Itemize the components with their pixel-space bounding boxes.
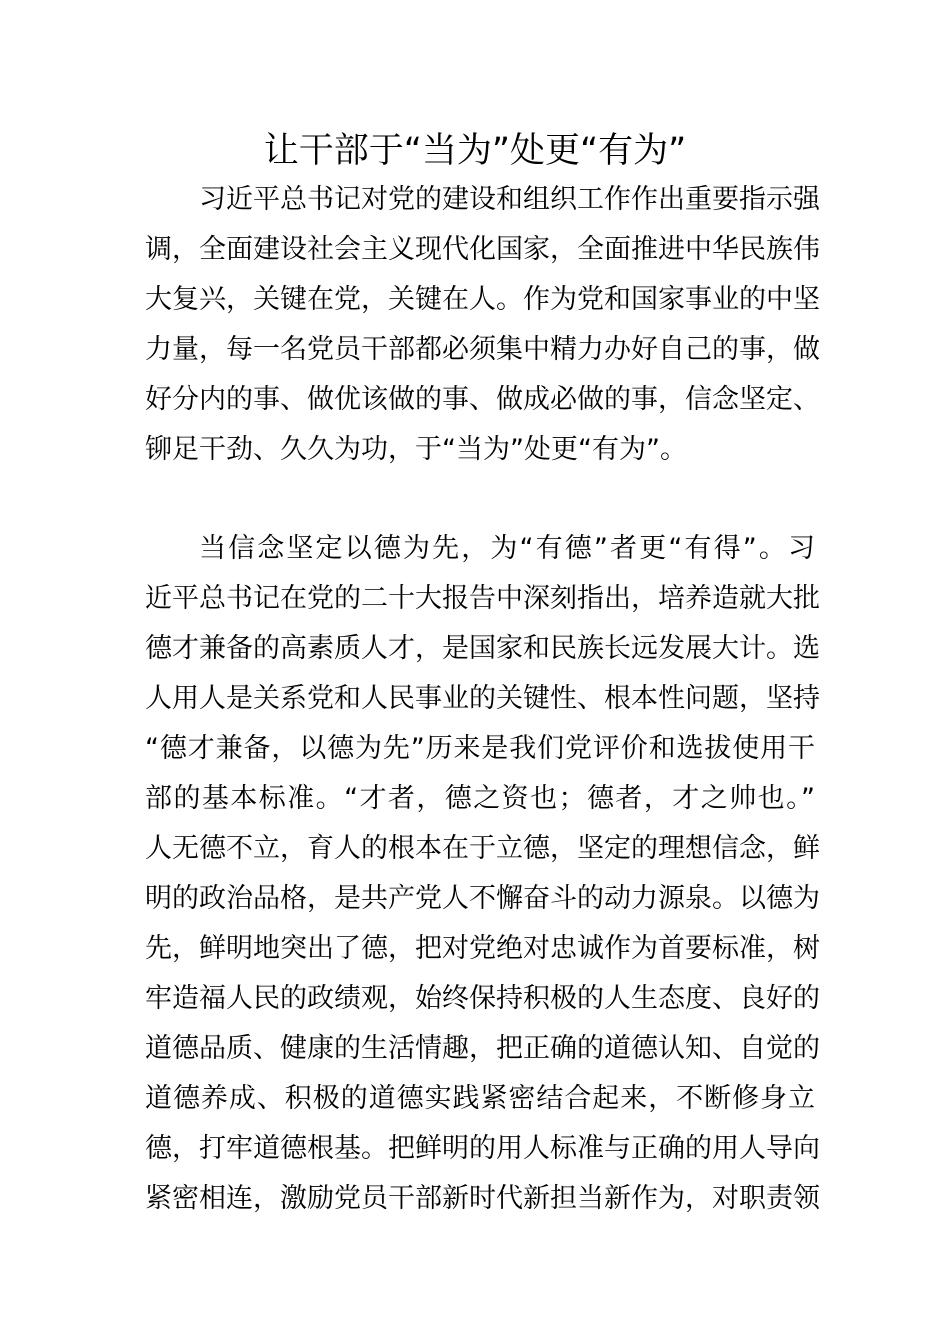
paragraph-2-line-6: 部的基本标准。“才者，德之资也；德者，才之帅也。” (145, 783, 815, 814)
paragraph-2-line-14: 紧密相连，激励党员干部新时代新担当新作为，对职责领 (145, 1183, 820, 1214)
paragraph-2-line-9: 先，鲜明地突出了德，把对党绝对忠诚作为首要标准，树 (145, 933, 820, 964)
document-title: 让干部于“当为”处更“有为” (263, 131, 687, 171)
paragraph-2-line-13: 德，打牢道德根基。把鲜明的用人标准与正确的用人导向 (145, 1133, 820, 1164)
paragraph-2-line-5: “德才兼备，以德为先”历来是我们党评价和选拔使用干 (145, 733, 815, 764)
paragraph-2-line-10: 牢造福人民的政绩观，始终保持积极的人生态度、良好的 (145, 983, 820, 1014)
paragraph-1-line-5: 好分内的事、做优该做的事、做成必做的事，信念坚定、 (145, 384, 820, 415)
paragraph-2-line-7: 人无德不立，育人的根本在于立德，坚定的理想信念，鲜 (145, 833, 820, 864)
paragraph-2-line-2: 近平总书记在党的二十大报告中深刻指出，培养造就大批 (145, 583, 820, 614)
paragraph-1-line-4: 力量，每一名党员干部都必须集中精力办好自己的事，做 (145, 334, 820, 365)
paragraph-2-line-1: 当信念坚定以德为先，为“有德”者更“有得”。习 (199, 533, 815, 564)
paragraph-1-line-2: 调，全面建设社会主义现代化国家，全面推进中华民族伟 (145, 234, 820, 265)
paragraph-2-line-8: 明的政治品格，是共产党人不懈奋斗的动力源泉。以德为 (145, 883, 820, 914)
paragraph-2-line-11: 道德品质、健康的生活情趣，把正确的道德认知、自觉的 (145, 1033, 820, 1064)
paragraph-2-line-3: 德才兼备的高素质人才，是国家和民族长远发展大计。选 (145, 633, 820, 664)
paragraph-1-line-3: 大复兴，关键在党，关键在人。作为党和国家事业的中坚 (145, 284, 820, 315)
paragraph-2-line-12: 道德养成、积极的道德实践紧密结合起来，不断修身立 (145, 1083, 815, 1114)
paragraph-1-line-6: 铆足干劲、久久为功，于“当为”处更“有为”。 (145, 434, 687, 465)
paragraph-1-line-1: 习近平总书记对党的建设和组织工作作出重要指示强 (199, 184, 820, 215)
paragraph-2-line-4: 人用人是关系党和人民事业的关键性、根本性问题，坚持 (145, 683, 820, 714)
